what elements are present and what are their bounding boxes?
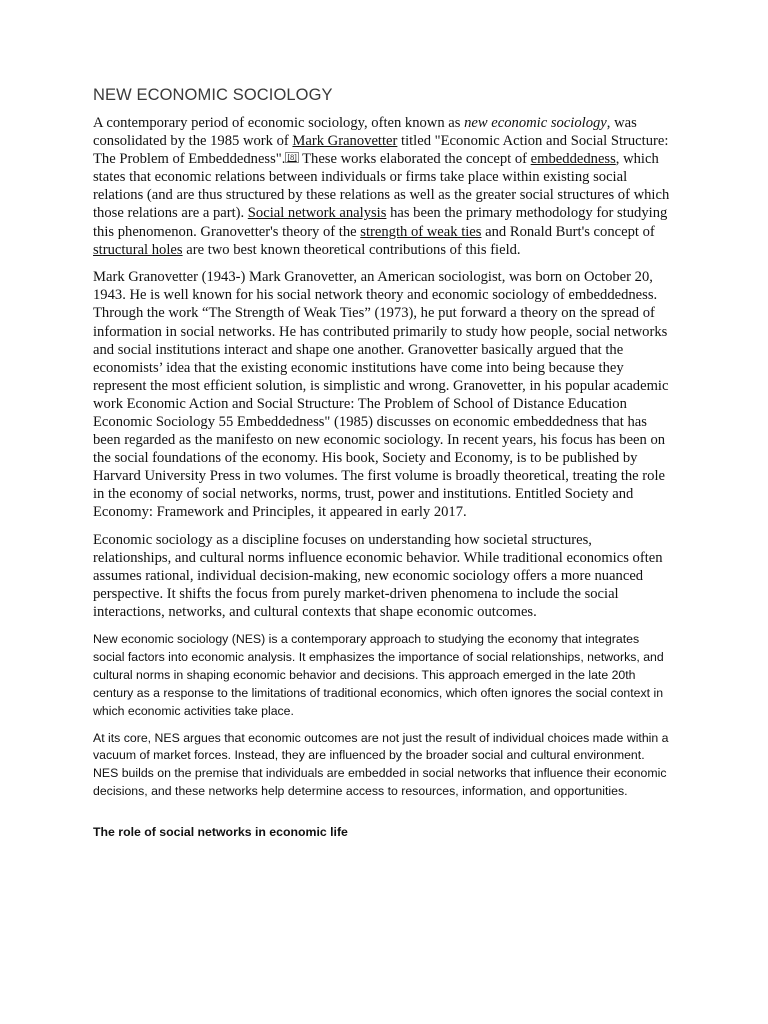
text-span: are two best known theoretical contributions of this field. bbox=[182, 241, 521, 258]
text-span: A contemporary period of economic sociology, often known as bbox=[93, 115, 465, 131]
paragraph-nes-core: At its core, NES argues that economic outcomes are not just the result of individual choices made within a vacuum of market forces. Instead, they are influenced by the broader social and cultural environment. NES builds on the premise that individuals are embedded in social networks that influence their economic decisions, and these networks help determine access to resources, information, and opportunities. bbox=[93, 730, 669, 799]
text-span: titled "Economic Action and Social Structure: The Problem of Embeddedness". bbox=[93, 133, 669, 168]
text-span: and Ronald Burt's concept of bbox=[481, 223, 655, 240]
text-span: , was consolidated by the 1985 work of bbox=[93, 115, 637, 150]
document-page bbox=[93, 86, 673, 841]
text-span: , which states that economic relations between individuals or firms take place within existing social relations (and are thus structured by these relations as well as the greater social structures of which those relations are a part). bbox=[93, 151, 670, 222]
citation-ref bbox=[285, 153, 298, 162]
citation-link[interactable]: [8] bbox=[287, 153, 297, 163]
emphasis-term: new economic sociology bbox=[464, 115, 607, 131]
page-title: NEW ECONOMIC SOCIOLOGY bbox=[93, 86, 333, 104]
link-structural-holes[interactable]: structural holes bbox=[93, 241, 183, 258]
paragraph-granovetter-bio: Mark Granovetter (1943-) Mark Granovetter, an American sociologist, was born on October 20, 1943. He is well known for his social network theory and economic sociology of embeddedness. Through the work “The Strength of Weak Ties” (1973), he put forward a theory on the spread of information in social networks. He has contributed primarily to study how people, social networks and social institutions interact and shape one another. Granovetter basically argued that the economists’ idea that the existing economic institutions have come into being because they represent the most efficient solution, is simplistic and wrong. Granovetter, in his popular academic work Economic Action and Social Structure: The Problem of School of Distance Education Economic Sociology 55 Embeddedness" (1985) discusses on economic embeddedness that has been regarded as the manifesto on new economic sociology. In recent years, his focus has been on the social foundations of the economy. His book, Society and Economy, is to be published by Harvard University Press in two volumes. The first volume is broadly theoretical, treating the role in the economy of social networks, norms, trust, power and institutions. Entitled Society and Economy: Framework and Principles, it appeared in early 2017. bbox=[93, 269, 669, 521]
link-strength-of-weak-ties[interactable]: strength of weak ties bbox=[360, 223, 482, 240]
paragraph-discipline: Economic sociology as a discipline focuses on understanding how societal structures, relationships, and cultural norms influence economic behavior. While traditional economics often assumes rational, individual decision-making, new economic sociology offers a more nuanced perspective. It shifts the focus from purely market-driven phenomena to include the social interactions, networks, and cultural contexts that shape economic outcomes. bbox=[93, 532, 663, 621]
link-mark-granovetter[interactable]: Mark Granovetter bbox=[292, 133, 398, 150]
link-embeddedness[interactable]: embeddedness bbox=[530, 151, 616, 168]
paragraph-intro bbox=[93, 114, 673, 259]
text-span: These works elaborated the concept of bbox=[298, 151, 531, 168]
paragraph-nes-definition: New economic sociology (NES) is a contemporary approach to studying the economy that integrates social factors into economic analysis. It emphasizes the importance of social relationships, networks, and cultural norms in shaping economic behavior and decisions. This approach emerged in the late 20th century as a response to the limitations of traditional economics, which often ignores the social context in which economic activities take place. bbox=[93, 632, 664, 718]
section-subheading: The role of social networks in economic life bbox=[93, 825, 348, 840]
text-span: has been the primary methodology for studying this phenomenon. Granovetter's theory of the bbox=[93, 205, 668, 240]
link-social-network-analysis[interactable]: Social network analysis bbox=[247, 205, 387, 222]
